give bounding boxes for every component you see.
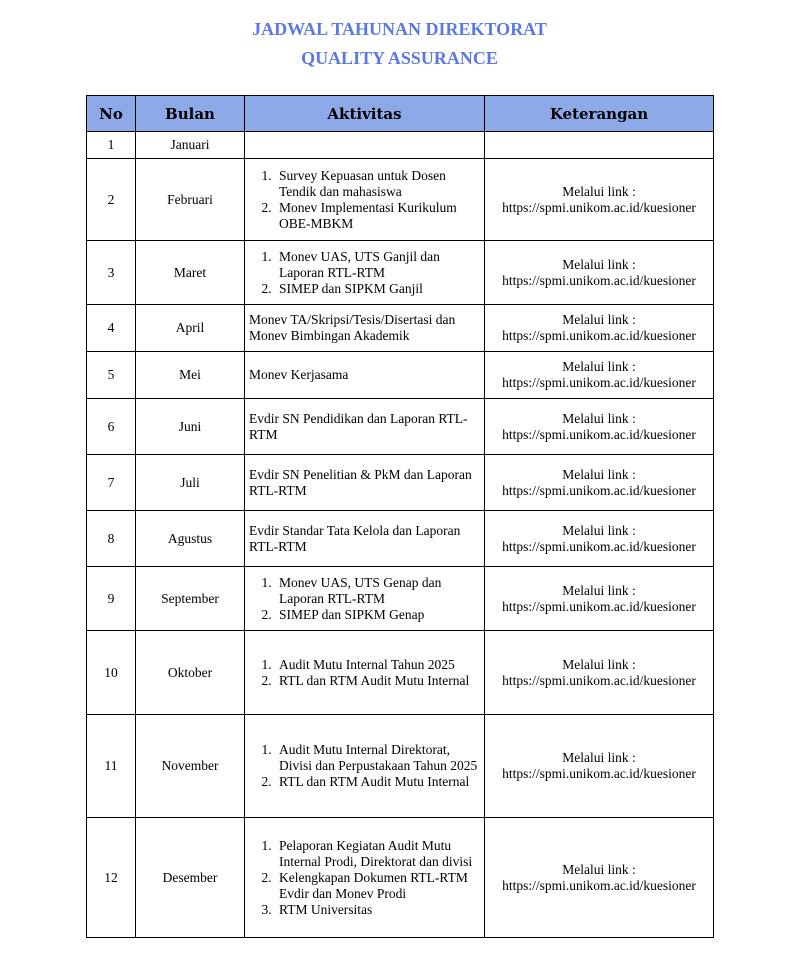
keterangan-label: Melalui link : [562, 410, 636, 426]
keterangan-link[interactable]: https://spmi.unikom.ac.id/kuesioner [502, 328, 696, 343]
cell-bulan: Juni [136, 399, 245, 455]
cell-no: 10 [87, 631, 136, 715]
cell-keterangan [485, 159, 714, 241]
keterangan-link[interactable]: https://spmi.unikom.ac.id/kuesioner [502, 482, 696, 498]
table-row [87, 511, 714, 567]
cell-bulan: Februari [136, 159, 245, 241]
activity-item: 2. Kelengkapan Dokumen RTL-RTM Evdir dan Monev Prodi [275, 870, 480, 902]
table-row [87, 241, 714, 305]
page-subtitle: QUALITY ASSURANCE [301, 48, 498, 68]
activity-list [249, 575, 480, 623]
cell-bulan: November [136, 715, 245, 818]
keterangan-link[interactable]: https://spmi.unikom.ac.id/kuesioner [502, 426, 696, 442]
cell-keterangan [485, 241, 714, 305]
cell-keterangan [485, 399, 714, 455]
keterangan-label: Melalui link : [562, 312, 636, 327]
cell-bulan: Juli [136, 455, 245, 511]
activity-item: 3. RTM Universitas [275, 902, 480, 918]
cell-aktivitas [245, 305, 485, 352]
cell-bulan: April [136, 305, 245, 352]
keterangan-link[interactable]: https://spmi.unikom.ac.id/kuesioner [502, 598, 696, 614]
cell-keterangan [485, 132, 714, 159]
activity-item: 1. Audit Mutu Internal Direktorat, Divisi dan Perpustakaan Tahun 2025 [275, 742, 480, 774]
cell-keterangan [485, 455, 714, 511]
table-row [87, 352, 714, 399]
keterangan-link[interactable]: https://spmi.unikom.ac.id/kuesioner [502, 272, 696, 288]
activity-item: 2. SIMEP dan SIPKM Genap [275, 607, 480, 623]
cell-bulan: Agustus [136, 511, 245, 567]
keterangan-label: Melalui link : [562, 256, 636, 272]
keterangan-label: Melalui link : [562, 466, 636, 482]
cell-aktivitas [245, 159, 485, 241]
cell-bulan: Desember [136, 818, 245, 938]
cell-keterangan [485, 511, 714, 567]
activity-item: 1. Pelaporan Kegiatan Audit Mutu Internal Prodi, Direktorat dan divisi [275, 838, 480, 870]
keterangan-label: Melalui link : [562, 522, 636, 538]
cell-aktivitas [245, 511, 485, 567]
table-row [87, 159, 714, 241]
activity-text: Evdir Standar Tata Kelola dan Laporan RTL-RTM [249, 522, 461, 554]
cell-keterangan [485, 715, 714, 818]
cell-no: 9 [87, 567, 136, 631]
cell-keterangan [485, 567, 714, 631]
schedule-table [86, 95, 714, 938]
keterangan-link[interactable]: https://spmi.unikom.ac.id/kuesioner [502, 672, 696, 688]
activity-item: 2. RTL dan RTM Audit Mutu Internal [275, 774, 480, 790]
table-row [87, 631, 714, 715]
table-row [87, 305, 714, 352]
cell-keterangan [485, 352, 714, 399]
keterangan-label: Melalui link : [562, 656, 636, 672]
cell-keterangan [485, 818, 714, 938]
table-row [87, 567, 714, 631]
activity-list [249, 168, 480, 232]
cell-aktivitas [245, 715, 485, 818]
page-title: JADWAL TAHUNAN DIREKTORAT [252, 19, 547, 39]
keterangan-link[interactable]: https://spmi.unikom.ac.id/kuesioner [502, 538, 696, 554]
cell-no: 6 [87, 399, 136, 455]
table-row [87, 715, 714, 818]
activity-item: 1. Audit Mutu Internal Tahun 2025 [275, 657, 480, 673]
cell-aktivitas [245, 631, 485, 715]
cell-aktivitas [245, 132, 485, 159]
keterangan-label: Melalui link : [562, 183, 636, 199]
cell-bulan: September [136, 567, 245, 631]
activity-text: Monev Kerjasama [249, 367, 349, 382]
cell-no: 12 [87, 818, 136, 938]
cell-no: 8 [87, 511, 136, 567]
table-row [87, 455, 714, 511]
header-bulan: Bulan [136, 96, 245, 132]
cell-aktivitas [245, 455, 485, 511]
keterangan-label: Melalui link : [562, 359, 636, 374]
cell-aktivitas [245, 352, 485, 399]
cell-no: 5 [87, 352, 136, 399]
keterangan-label: Melalui link : [562, 861, 636, 877]
keterangan-link[interactable]: https://spmi.unikom.ac.id/kuesioner [502, 375, 696, 390]
header-keterangan: Keterangan [485, 96, 714, 132]
keterangan-link[interactable]: https://spmi.unikom.ac.id/kuesioner [502, 877, 696, 893]
activity-text: Evdir SN Penelitian & PkM dan Laporan RTL-RTM [249, 466, 472, 498]
activity-item: 1. Monev UAS, UTS Genap dan Laporan RTL-RTM [275, 575, 480, 607]
cell-aktivitas [245, 567, 485, 631]
cell-aktivitas [245, 241, 485, 305]
cell-bulan: Oktober [136, 631, 245, 715]
table-header-row [87, 96, 714, 132]
activity-item: 1. Monev UAS, UTS Ganjil dan Laporan RTL-RTM [275, 249, 480, 281]
cell-keterangan [485, 631, 714, 715]
cell-bulan: Januari [136, 132, 245, 159]
activity-item: 2. RTL dan RTM Audit Mutu Internal [275, 673, 480, 689]
cell-aktivitas [245, 818, 485, 938]
cell-no: 1 [87, 132, 136, 159]
activity-item: 2. SIMEP dan SIPKM Ganjil [275, 281, 480, 297]
keterangan-label: Melalui link : [562, 582, 636, 598]
keterangan-link[interactable]: https://spmi.unikom.ac.id/kuesioner [502, 199, 696, 215]
cell-no: 2 [87, 159, 136, 241]
cell-no: 7 [87, 455, 136, 511]
cell-bulan: Maret [136, 241, 245, 305]
table-row [87, 818, 714, 938]
activity-text: Evdir SN Pendidikan dan Laporan RTL-RTM [249, 410, 468, 442]
activity-list [249, 742, 480, 790]
cell-aktivitas [245, 399, 485, 455]
cell-no: 11 [87, 715, 136, 818]
activity-list [249, 838, 480, 918]
table-row [87, 132, 714, 159]
activity-item: 2. Monev Implementasi Kurikulum OBE-MBKM [275, 200, 480, 232]
keterangan-link[interactable]: https://spmi.unikom.ac.id/kuesioner [502, 766, 696, 781]
activity-list [249, 249, 480, 297]
activity-item: 1. Survey Kepuasan untuk Dosen Tendik dan mahasiswa [275, 168, 480, 200]
table-row [87, 399, 714, 455]
header-aktivitas: Aktivitas [245, 96, 485, 132]
activity-text: Monev TA/Skripsi/Tesis/Disertasi dan Monev Bimbingan Akademik [249, 312, 456, 343]
cell-keterangan [485, 305, 714, 352]
header-no: No [87, 96, 136, 132]
activity-list [249, 657, 480, 689]
keterangan-label: Melalui link : [562, 750, 636, 765]
cell-bulan: Mei [136, 352, 245, 399]
cell-no: 4 [87, 305, 136, 352]
cell-no: 3 [87, 241, 136, 305]
